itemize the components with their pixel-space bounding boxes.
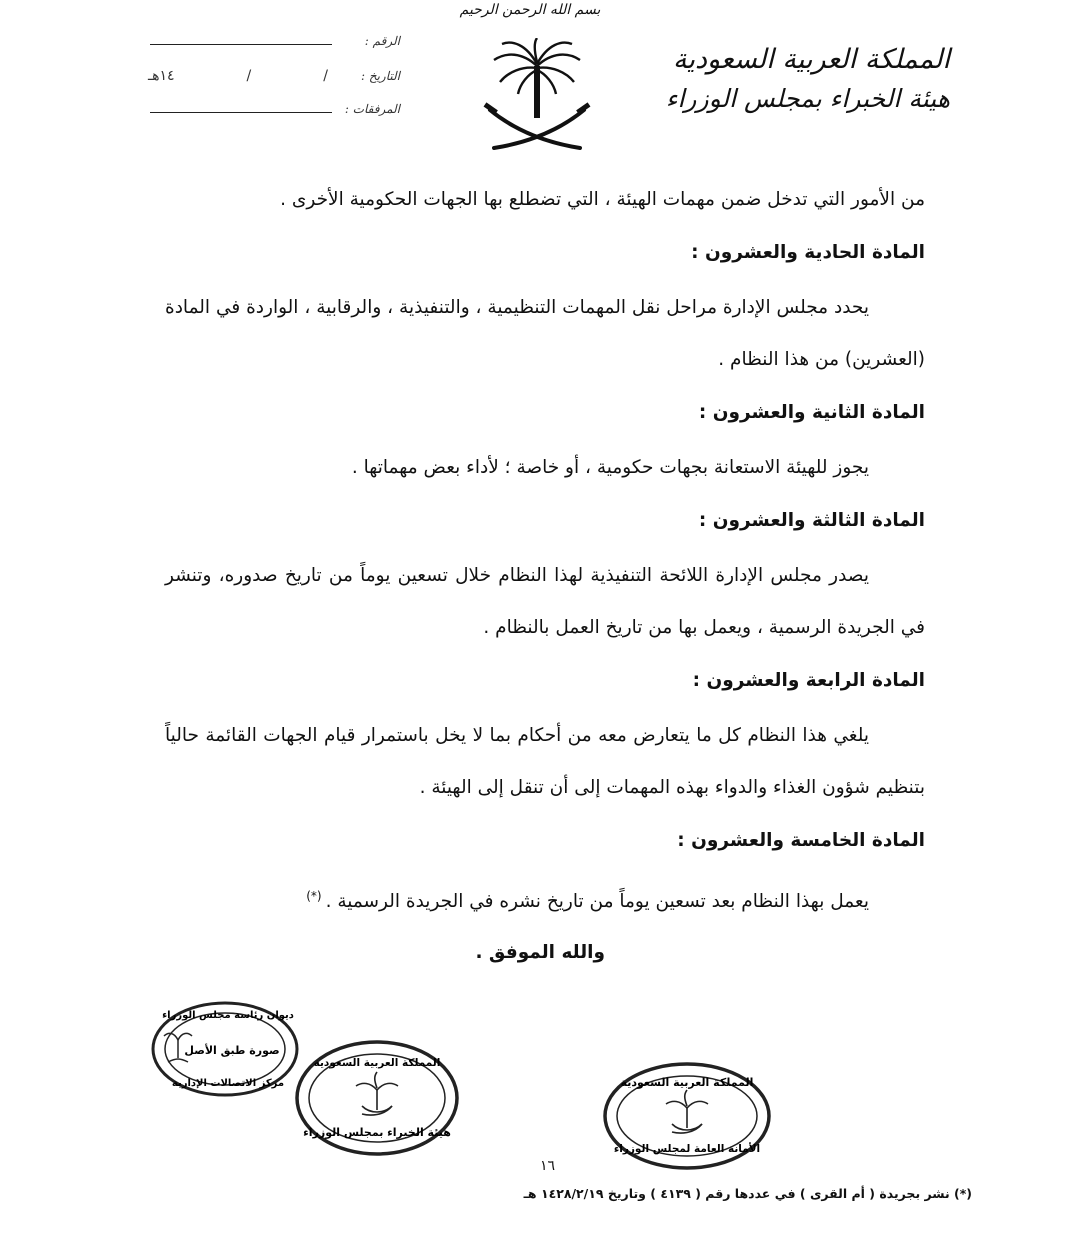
article-25-paragraph: [165, 870, 925, 928]
organization-header: [650, 40, 950, 118]
attachments-line: [150, 102, 332, 113]
article-25-text: يعمل بهذا النظام بعد تسعين يوماً من تاريخ نشره في الجريدة الرسمية .: [325, 891, 869, 913]
article-23-text: يصدر مجلس الإدارة اللائحة التنفيذية لهذا النظام خلال تسعين يوماً من تاريخ صدوره، وتنشر في الجريدة الرسمية ، ويعمل بها من تاريخ العمل بالنظام .: [165, 565, 925, 638]
date-row: [140, 68, 400, 102]
experts-commission-stamp: [294, 1038, 460, 1158]
article-24-text: يلغي هذا النظام كل ما يتعارض معه من أحكام بما لا يخل باستمرار قيام الجهات القائمة حالياً بتنظيم شؤون الغذاء والدواء بهذه المهمات إلى أن تنقل إلى الهيئة .: [165, 725, 925, 798]
basmala: بسم الله الرحمن الرحيم: [459, 2, 601, 18]
stamp-3-top-text: المملكة العربية السعودية: [620, 1076, 754, 1089]
closing-phrase: والله الموفق .: [475, 942, 605, 964]
stamp-2-bottom-text: هيئة الخبراء بمجلس الوزراء: [303, 1126, 451, 1139]
organization-line-1: المملكة العربية السعودية: [672, 44, 950, 75]
date-year: ١٤هـ: [148, 68, 175, 84]
date-separator: /: [246, 68, 252, 84]
reference-line: [150, 34, 332, 45]
copy-certification-stamp: [150, 1000, 300, 1098]
date-label: التاريخ :: [360, 69, 400, 83]
page-number: ١٦: [540, 1158, 556, 1174]
document-body: [165, 174, 925, 978]
article-22-heading: المادة الثانية والعشرون :: [698, 402, 925, 423]
date-separator: /: [323, 68, 328, 84]
stamp-2-top-text: المملكة العربية السعودية: [313, 1057, 441, 1069]
publication-footnote: (*) نشر بجريدة ( أم القرى ) في عددها رقم ( ٤١٣٩ ) وتاريخ ١٤٢٨/٢/١٩ هـ: [523, 1186, 972, 1201]
stamp-1-bottom-text: مركز الاتصالات الإدارية: [171, 1078, 285, 1089]
reference-label: الرقم :: [364, 34, 400, 48]
stamp-1-top-text: ديوان رئاسة مجلس الوزراء: [162, 1010, 294, 1021]
article-22-text: يجوز للهيئة الاستعانة بجهات حكومية ، أو خاصة ؛ لأداء بعض مهماتها .: [351, 457, 869, 478]
reference-block: [140, 34, 400, 136]
reference-row: [140, 34, 400, 68]
article-24-heading: المادة الرابعة والعشرون :: [692, 670, 925, 691]
general-secretariat-stamp: [602, 1060, 772, 1172]
article-21-heading: المادة الحادية والعشرون :: [691, 242, 925, 263]
organization-line-2: هيئة الخبراء بمجلس الوزراء: [665, 84, 950, 113]
article-23-heading: المادة الثالثة والعشرون :: [698, 510, 925, 531]
date-placeholder: [140, 68, 332, 84]
footnote-marker: (*): [306, 889, 322, 903]
article-25-heading: المادة الخامسة والعشرون :: [677, 830, 925, 851]
stamp-1-middle-text: صورة طبق الأصل: [184, 1044, 280, 1057]
stamp-3-bottom-text: الأمانة العامة لمجلس الوزراء: [613, 1143, 761, 1155]
intro-paragraph: من الأمور التي تدخل ضمن مهمات الهيئة ، التي تضطلع بها الجهات الحكومية الأخرى .: [280, 189, 925, 210]
attachments-label: المرفقات :: [344, 102, 400, 116]
attachments-row: [140, 102, 400, 136]
article-21-text: يحدد مجلس الإدارة مراحل نقل المهمات التنظيمية ، والتنفيذية ، والرقابية ، الواردة في المادة (العشرين) من هذا النظام .: [165, 297, 925, 370]
saudi-emblem-icon: [482, 38, 592, 156]
